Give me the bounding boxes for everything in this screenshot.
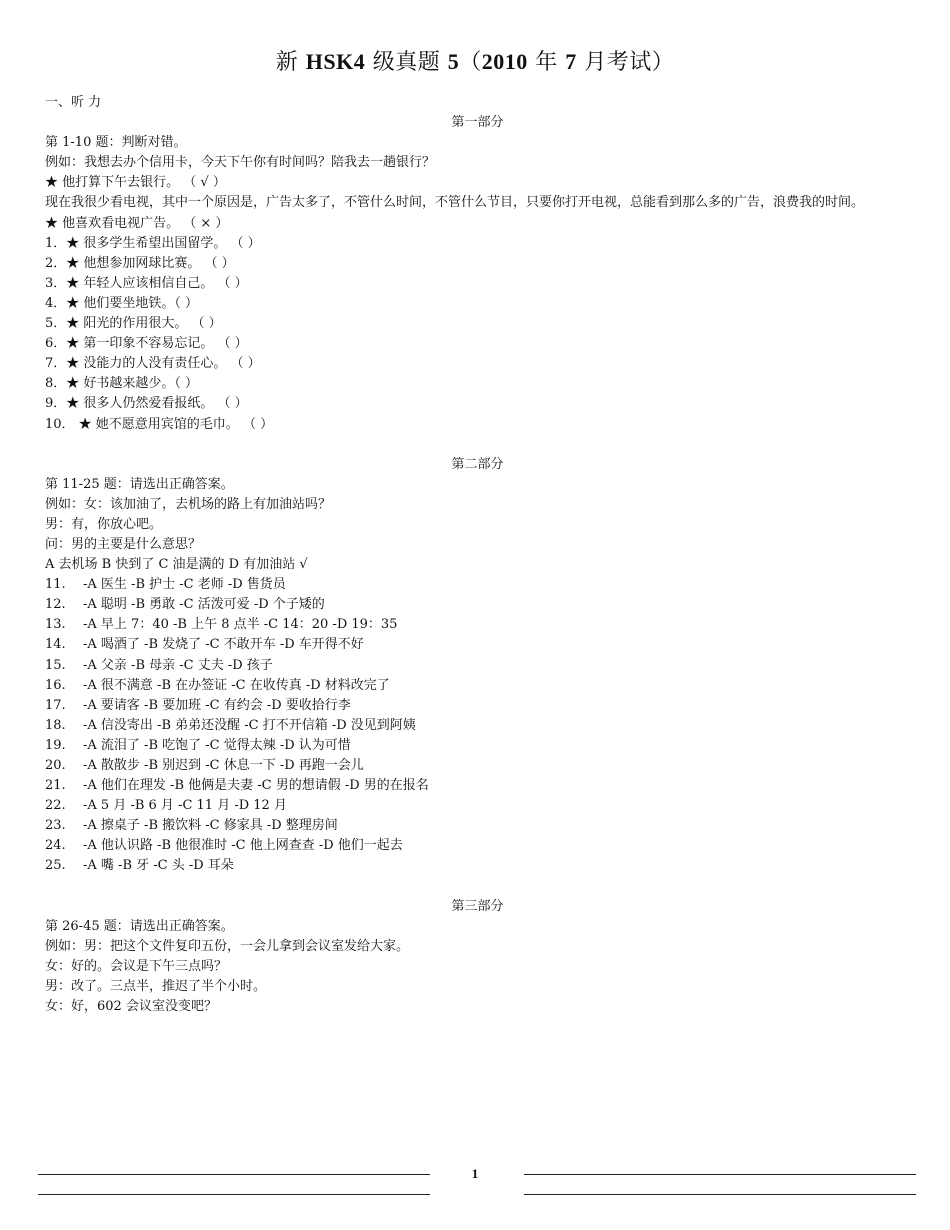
question-number: 12. — [45, 597, 66, 613]
part2-items — [45, 575, 910, 876]
question-row — [45, 856, 910, 876]
question-number: 17. — [45, 697, 66, 713]
part1-example-passage: 现在我很少看电视，其中一个原因是，广告太多了，不管什么时间，不管什么节目，只要你打开电视，总能看到那么多的广告，浪费我的时间。 — [45, 195, 865, 211]
question-number: 23. — [45, 818, 66, 834]
question-options: -A 医生 -B 护士 -C 老师 -D 售货员 — [83, 577, 286, 593]
question-options: -A 喝酒了 -B 发烧了 -C 不敢开车 -D 车开得不好 — [83, 637, 364, 653]
question-row — [45, 756, 910, 776]
title-part: 新 — [275, 50, 306, 75]
question-row — [45, 836, 910, 856]
title-part: 2010 — [481, 49, 528, 74]
list-item: 10． ★ 她不愿意用宾馆的毛巾。 （ ） — [45, 416, 274, 432]
question-number: 20. — [45, 758, 66, 773]
question-number: 24. — [45, 838, 66, 854]
question-row — [45, 615, 910, 635]
part1-heading: 第一部分 — [451, 115, 504, 131]
part3-example-line: 女：好，602 会议室没变吧？ — [45, 999, 217, 1015]
question-options: -A 散散步 -B 别迟到 -C 休息一下 -D 再跑一会儿 — [83, 758, 364, 773]
list-item: 3．★ 年轻人应该相信自己。 （ ） — [45, 275, 248, 291]
question-options: -A 5 月 -B 6 月 -C 11 月 -D 12 月 — [83, 798, 287, 814]
question-number: 22. — [45, 798, 66, 814]
title-part: 7 — [565, 49, 577, 74]
list-item: 4．★ 他们要坐地铁。（ ） — [45, 295, 199, 311]
part2-example-line: 例如：女：该加油了，去机场的路上有加油站吗？ — [45, 496, 332, 512]
question-row — [45, 656, 910, 676]
title-part: （ — [459, 50, 482, 75]
list-item: 1．★ 很多学生希望出国留学。 （ ） — [45, 235, 261, 251]
question-options: -A 流泪了 -B 吃饱了 -C 觉得太辣 -D 认为可惜 — [83, 737, 351, 753]
question-row — [45, 716, 910, 736]
question-options: -A 很不满意 -B 在办签证 -C 在收传真 -D 材料改完了 — [83, 677, 390, 693]
title-part: 年 — [527, 50, 566, 75]
question-number: 11. — [45, 577, 66, 593]
question-number: 16. — [45, 677, 66, 693]
question-row — [45, 575, 910, 595]
footer-divider — [524, 1194, 916, 1195]
question-number: 15. — [45, 657, 66, 673]
question-row — [45, 816, 910, 836]
question-options: -A 父亲 -B 母亲 -C 丈夫 -D 孩子 — [83, 657, 273, 673]
part2-example-line: 问：男的主要是什么意思？ — [45, 536, 202, 552]
question-row — [45, 696, 910, 716]
part3-example-line: 例如：男：把这个文件复印五份，一会儿拿到会议室发给大家。 — [45, 938, 410, 954]
part2-example-line: A 去机场 B 快到了 C 油是满的 D 有加油站 √ — [45, 557, 308, 573]
list-item: 8．★ 好书越来越少。（ ） — [45, 376, 199, 392]
question-number: 14. — [45, 637, 66, 653]
list-item: 7．★ 没能力的人没有责任心。 （ ） — [45, 356, 261, 372]
question-options: -A 他们在理发 -B 他俩是夫妻 -C 男的想请假 -D 男的在报名 — [83, 778, 429, 794]
part1-instruction: 第 1-10 题：判断对错。 — [45, 135, 187, 151]
question-options: -A 要请客 -B 要加班 -C 有约会 -D 要收拾行李 — [83, 697, 351, 713]
list-item: 6．★ 第一印象不容易忘记。 （ ） — [45, 336, 248, 352]
footer-divider — [38, 1194, 430, 1195]
page-number: 1 — [471, 1166, 479, 1181]
part2-instruction: 第 11-25 题：请选出正确答案。 — [45, 476, 234, 492]
part3-example-line: 男：改了。三点半，推迟了半个小时。 — [45, 978, 267, 994]
question-options: -A 擦桌子 -B 搬饮料 -C 修家具 -D 整理房间 — [83, 818, 338, 834]
question-number: 19. — [45, 737, 66, 753]
footer-divider — [524, 1174, 916, 1175]
part1-items — [45, 234, 910, 435]
part3-instruction: 第 26-45 题：请选出正确答案。 — [45, 918, 234, 934]
question-row — [45, 796, 910, 816]
question-options: -A 他认识路 -B 他很准时 -C 他上网查查 -D 他们一起去 — [83, 838, 403, 854]
list-item: 2．★ 他想参加网球比赛。 （ ） — [45, 255, 235, 271]
page-title — [0, 48, 950, 77]
part2-heading: 第二部分 — [451, 456, 504, 472]
document-body — [45, 93, 910, 1017]
question-row — [45, 676, 910, 696]
part1-example-statement: ★ 他打算下午去银行。 （ √ ） — [45, 175, 226, 191]
question-number: 13. — [45, 617, 66, 633]
section-heading: 一、听 力 — [45, 95, 102, 110]
question-options: -A 嘴 -B 牙 -C 头 -D 耳朵 — [83, 858, 234, 874]
part1-example-question: 例如：我想去办个信用卡，今天下午你有时间吗？陪我去一趟银行？ — [45, 155, 436, 171]
question-row — [45, 595, 910, 615]
part1-example-statement: ★ 他喜欢看电视广告。 （ × ） — [45, 215, 229, 231]
question-options: -A 聪明 -B 勇敢 -C 活泼可爱 -D 个子矮的 — [83, 597, 325, 613]
question-number: 21. — [45, 778, 66, 794]
part3-heading: 第三部分 — [451, 898, 504, 914]
title-part: 级真题 — [365, 50, 448, 75]
question-row — [45, 635, 910, 655]
title-part: 5 — [447, 49, 460, 74]
title-part: 月考试） — [576, 50, 675, 75]
list-item: 5．★ 阳光的作用很大。 （ ） — [45, 316, 222, 332]
question-number: 18. — [45, 717, 66, 733]
question-row — [45, 736, 910, 756]
part2-example-line: 男：有，你放心吧。 — [45, 516, 163, 532]
list-item: 9．★ 很多人仍然爱看报纸。 （ ） — [45, 396, 248, 412]
part3-example-line: 女：好的。会议是下午三点吗？ — [45, 958, 228, 974]
question-number: 25. — [45, 858, 66, 874]
title-part: HSK4 — [305, 49, 366, 74]
footer-divider — [38, 1174, 430, 1175]
question-options: -A 信没寄出 -B 弟弟还没醒 -C 打不开信箱 -D 没见到阿姨 — [83, 717, 416, 733]
question-row — [45, 776, 910, 796]
question-options: -A 早上 7：40 -B 上午 8 点半 -C 14：20 -D 19：35 — [83, 617, 398, 633]
